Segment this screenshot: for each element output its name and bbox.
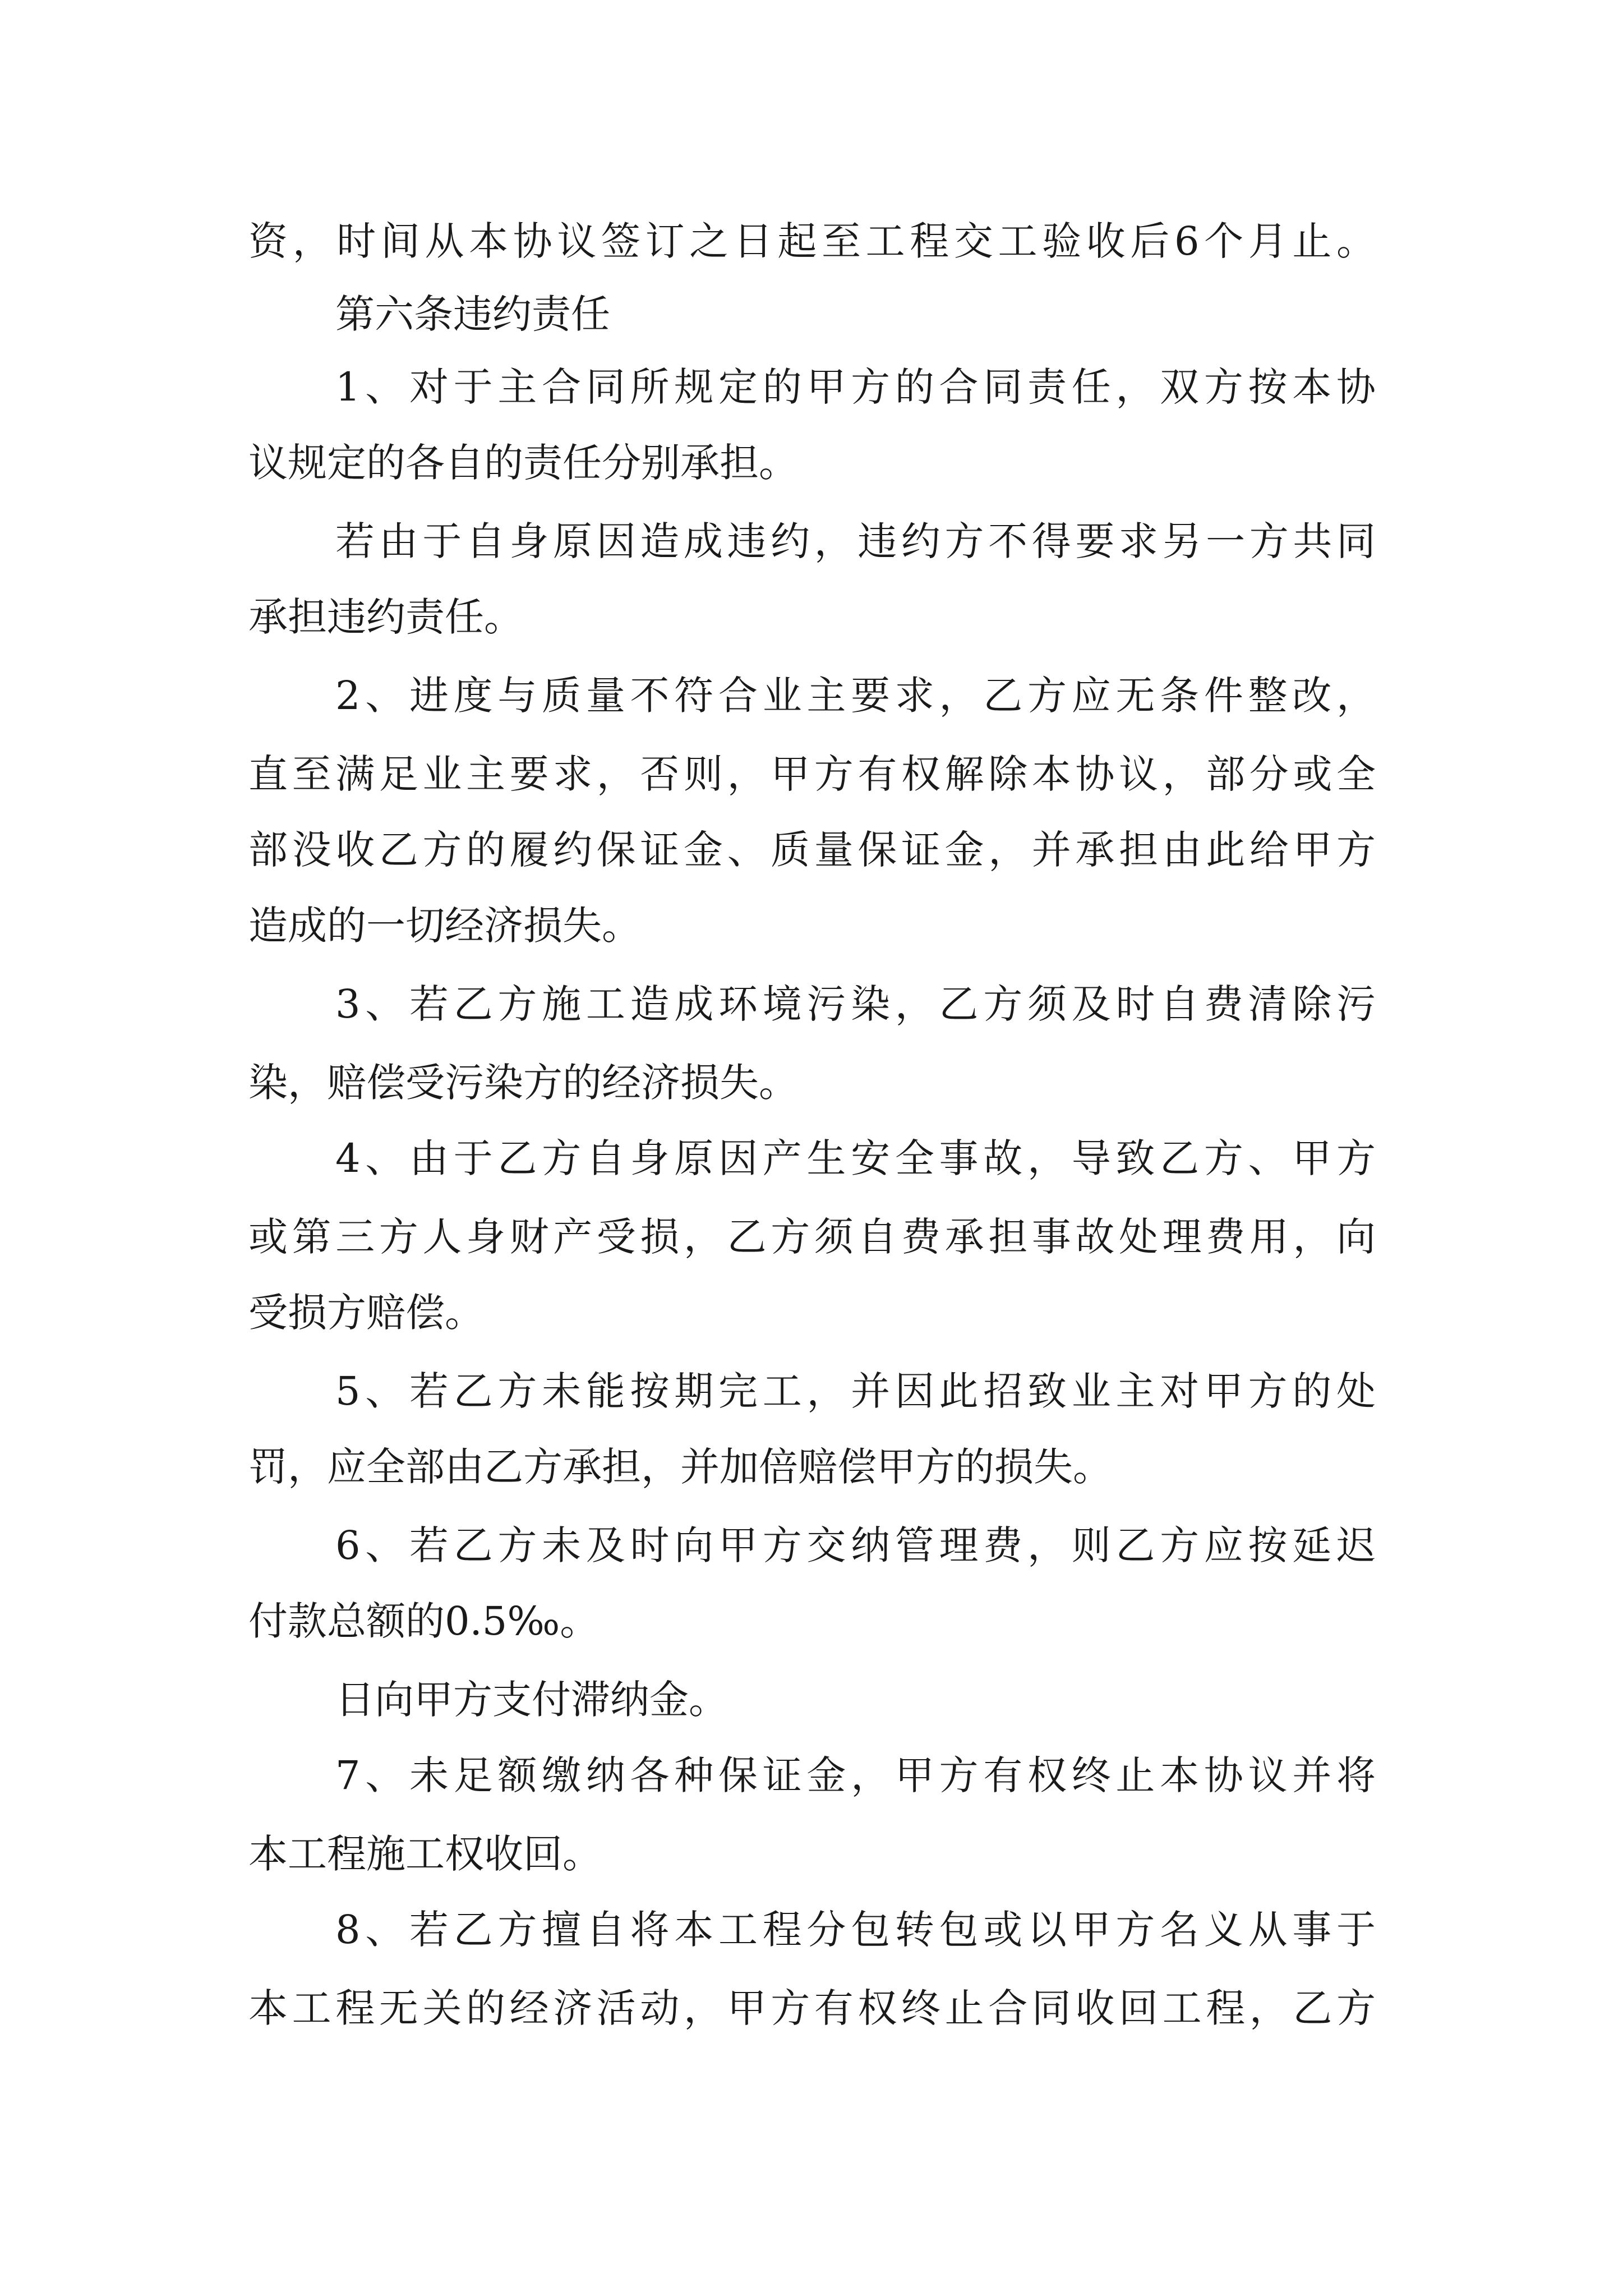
text-line-15: 受损方赔偿。 xyxy=(248,1290,484,1336)
text-line-14: 或第三方人身财产受损，乙方须自费承担事故处理费用，向 xyxy=(248,1214,1376,1260)
text-line-21: 7、未足额缴纳各种保证金，甲方有权终止本协议并将 xyxy=(335,1752,1376,1798)
text-line-17: 罚，应全部由乙方承担，并加倍赔偿甲方的损失。 xyxy=(248,1444,1112,1490)
text-line-8: 直至满足业主要求，否则，甲方有权解除本协议，部分或全 xyxy=(248,751,1376,797)
text-line-9: 部没收乙方的履约保证金、质量保证金，并承担由此给甲方 xyxy=(248,827,1376,873)
text-line-12: 染，赔偿受污染方的经济损失。 xyxy=(248,1060,798,1106)
text-line-19: 付款总额的0.5‰。 xyxy=(248,1598,600,1644)
text-line-1: 资，时间从本协议签订之日起至工程交工验收后6个月止。 xyxy=(248,218,1376,264)
text-line-22: 本工程施工权收回。 xyxy=(248,1831,602,1877)
text-line-6: 承担违约责任。 xyxy=(248,594,523,640)
text-line-18: 6、若乙方未及时向甲方交纳管理费，则乙方应按延迟 xyxy=(335,1522,1376,1568)
section-heading: 第六条违约责任 xyxy=(335,291,610,337)
text-line-4: 议规定的各自的责任分别承担。 xyxy=(248,440,798,486)
text-line-20: 日向甲方支付滞纳金。 xyxy=(335,1677,728,1723)
text-line-5: 若由于自身原因造成违约，违约方不得要求另一方共同 xyxy=(335,518,1376,564)
text-line-23: 8、若乙方擅自将本工程分包转包或以甲方名义从事于 xyxy=(335,1907,1376,1953)
text-line-10: 造成的一切经济损失。 xyxy=(248,903,641,949)
text-line-7: 2、进度与质量不符合业主要求，乙方应无条件整改， xyxy=(335,673,1376,719)
text-line-3: 1、对于主合同所规定的甲方的合同责任，双方按本协 xyxy=(335,364,1376,410)
text-line-16: 5、若乙方未能按期完工，并因此招致业主对甲方的处 xyxy=(335,1368,1376,1414)
text-line-24: 本工程无关的经济活动，甲方有权终止合同收回工程，乙方 xyxy=(248,1985,1376,2031)
text-line-13: 4、由于乙方自身原因产生安全事故，导致乙方、甲方 xyxy=(335,1135,1376,1181)
text-line-11: 3、若乙方施工造成环境污染，乙方须及时自费清除污 xyxy=(335,981,1376,1027)
